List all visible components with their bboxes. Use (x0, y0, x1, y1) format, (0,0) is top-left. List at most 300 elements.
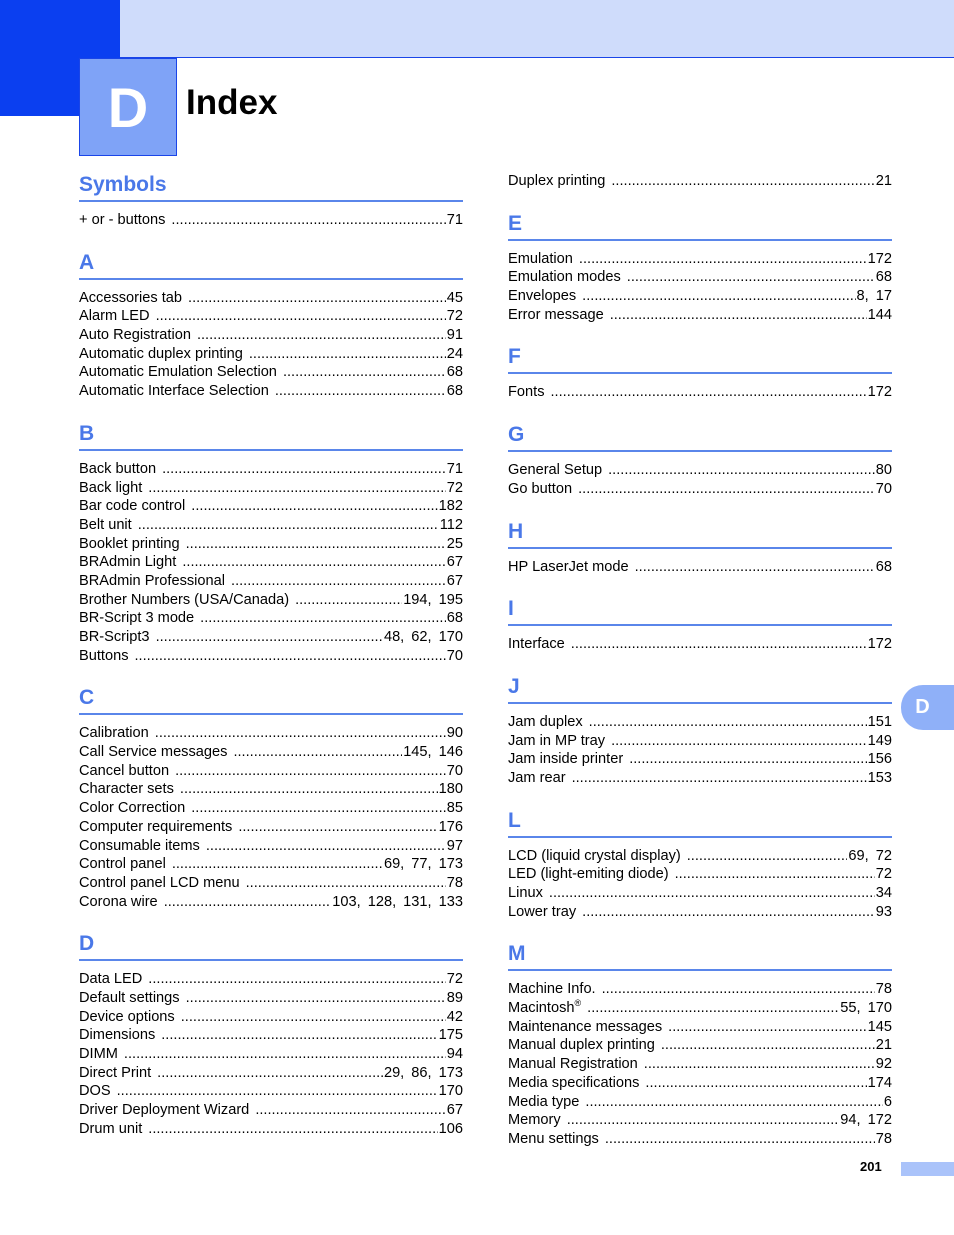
index-entry[interactable] (79, 1045, 463, 1064)
index-entry[interactable] (508, 635, 892, 654)
side-tab-label: D (915, 696, 930, 718)
index-pages[interactable]: 24 (446, 345, 463, 362)
index-entry[interactable] (79, 211, 463, 230)
index-entry[interactable] (79, 460, 463, 479)
index-entry[interactable] (79, 874, 463, 893)
index-term (79, 855, 172, 874)
dot-leader (549, 884, 875, 903)
index-term (79, 535, 186, 554)
index-entry[interactable] (79, 837, 463, 856)
section-gap (79, 230, 463, 248)
index-term (79, 460, 162, 479)
index-entry[interactable] (508, 1130, 892, 1149)
index-pages[interactable]: 172 (867, 636, 892, 653)
index-section-heading: G (508, 420, 892, 452)
page-number: 201 (860, 1159, 882, 1174)
index-term-text: Manual Registration (508, 1056, 638, 1073)
index-pages[interactable]: 72 (875, 866, 892, 883)
index-pages[interactable]: 68 (446, 383, 463, 400)
index-column-left (79, 170, 463, 1138)
dot-leader (249, 345, 446, 364)
dot-leader (233, 743, 402, 762)
index-entry[interactable] (79, 1120, 463, 1139)
index-pages[interactable]: 174 (867, 1074, 892, 1091)
index-term (79, 743, 233, 762)
index-term-text: LCD (liquid crystal display) (508, 847, 681, 864)
index-term-text: Emulation (508, 250, 573, 267)
section-gap (508, 499, 892, 517)
index-term-text: Booklet printing (79, 535, 180, 552)
index-term-text: Data LED (79, 971, 143, 988)
index-term-text: BR-Script3 (79, 629, 150, 645)
index-section-heading: I (508, 594, 892, 626)
dot-leader (611, 732, 867, 751)
index-pages[interactable]: 71 (446, 212, 463, 228)
index-term (79, 497, 191, 516)
index-term (79, 893, 164, 912)
index-section-heading: B (79, 419, 463, 451)
index-term (508, 1130, 605, 1149)
dot-leader (148, 1120, 437, 1139)
index-term (79, 307, 156, 326)
index-entry[interactable] (508, 1074, 892, 1093)
index-entry[interactable] (79, 382, 463, 401)
index-entry[interactable] (79, 1064, 463, 1083)
index-pages[interactable]: 21 (875, 173, 892, 189)
index-section-heading: L (508, 806, 892, 838)
index-entry[interactable] (508, 884, 892, 903)
index-entry[interactable] (79, 628, 463, 647)
index-entry[interactable] (79, 516, 463, 535)
index-pages[interactable]: 78 (875, 981, 892, 998)
index-pages[interactable]: 94, 172 (840, 1112, 892, 1129)
index-pages[interactable]: 156 (867, 751, 892, 768)
index-entry[interactable] (508, 461, 892, 480)
index-term-text: Media type (508, 1093, 580, 1110)
index-section-heading: J (508, 672, 892, 704)
index-entry[interactable] (79, 307, 463, 326)
index-term-text: BRAdmin Light (79, 554, 177, 571)
section-gap (508, 576, 892, 594)
index-pages[interactable]: 69, 77, 173 (383, 856, 463, 873)
index-term-text: General Setup (508, 462, 603, 479)
index-term-text: Automatic Emulation Selection (79, 364, 277, 381)
index-pages[interactable]: 112 (439, 516, 463, 533)
chapter-side-tab[interactable] (901, 685, 954, 730)
index-section-heading: Symbols (79, 170, 463, 202)
index-term-text: Buttons (79, 647, 129, 664)
index-term (79, 1008, 181, 1027)
index-entry[interactable] (79, 799, 463, 818)
index-pages[interactable]: 144 (867, 306, 892, 323)
dot-leader (191, 799, 446, 818)
index-pages[interactable]: 68 (446, 364, 463, 381)
index-entry[interactable] (79, 326, 463, 345)
index-term-text: Emulation modes (508, 269, 621, 286)
dot-leader (172, 855, 383, 874)
index-term-text: BR-Script 3 mode (79, 610, 195, 627)
index-entry[interactable] (508, 306, 892, 325)
section-gap (79, 401, 463, 419)
index-pages[interactable]: 78 (446, 874, 463, 891)
dot-leader (571, 635, 867, 654)
index-term (79, 837, 206, 856)
index-entry[interactable] (79, 1026, 463, 1045)
index-pages[interactable]: 70 (446, 647, 463, 664)
index-column-right (508, 172, 892, 1149)
index-pages[interactable]: 70 (446, 762, 463, 779)
index-entry[interactable] (79, 989, 463, 1008)
section-gap (508, 402, 892, 420)
index-pages[interactable]: 194, 195 (403, 591, 463, 608)
index-entry[interactable] (79, 1008, 463, 1027)
index-term (508, 306, 610, 325)
index-pages[interactable]: 68 (875, 269, 892, 286)
index-entry[interactable] (508, 383, 892, 402)
index-entry[interactable] (79, 780, 463, 799)
index-entry[interactable] (508, 980, 892, 999)
index-term (79, 345, 249, 364)
index-term-text: Direct Print (79, 1064, 152, 1081)
index-pages[interactable]: 182 (438, 498, 463, 515)
index-term-text: Driver Deployment Wizard (79, 1102, 250, 1119)
index-term (79, 647, 135, 666)
dot-leader (644, 1055, 875, 1074)
dot-leader (675, 865, 875, 884)
index-pages[interactable]: 34 (875, 885, 892, 901)
index-entry[interactable] (79, 345, 463, 364)
dot-leader (605, 1130, 875, 1149)
index-term (508, 750, 629, 769)
index-entry[interactable] (508, 172, 892, 191)
index-pages[interactable]: 97 (446, 837, 463, 854)
dot-leader (186, 535, 446, 554)
index-term-text: Belt unit (79, 516, 132, 533)
index-pages[interactable]: 93 (875, 903, 892, 920)
index-term-text: Duplex printing (508, 173, 606, 189)
dot-leader (231, 572, 446, 591)
index-term-text: Fonts (508, 384, 545, 401)
dot-leader (171, 211, 445, 230)
index-entry[interactable] (508, 1055, 892, 1074)
index-pages[interactable]: 21 (875, 1037, 892, 1054)
index-pages[interactable]: 89 (446, 989, 463, 1006)
index-entry[interactable] (508, 865, 892, 884)
index-pages[interactable]: 72 (446, 308, 463, 325)
index-term (79, 479, 148, 498)
dot-leader (275, 382, 446, 401)
section-gap (79, 911, 463, 929)
index-entry[interactable] (508, 750, 892, 769)
index-pages[interactable]: 90 (446, 725, 463, 742)
index-entry[interactable] (508, 1018, 892, 1037)
index-term (79, 1045, 124, 1064)
index-entry[interactable] (508, 769, 892, 788)
index-pages[interactable]: 153 (867, 769, 892, 786)
index-pages[interactable]: 149 (867, 732, 892, 749)
section-gap (508, 191, 892, 209)
index-term (79, 1101, 255, 1120)
index-entry[interactable] (79, 647, 463, 666)
index-pages[interactable]: 72 (446, 971, 463, 988)
index-term (508, 1074, 645, 1093)
index-term-text: Cancel button (79, 762, 170, 779)
index-section-heading: D (79, 929, 463, 961)
dot-leader (191, 497, 437, 516)
index-term-text: Go button (508, 480, 573, 497)
index-pages[interactable]: 94 (446, 1046, 463, 1062)
section-gap (508, 788, 892, 806)
index-entry[interactable] (508, 1036, 892, 1055)
dot-leader (608, 461, 875, 480)
index-term-text: Linux (508, 885, 543, 901)
registered-mark: ® (574, 998, 582, 1009)
index-pages[interactable]: 170 (438, 1083, 463, 1100)
index-term (79, 762, 175, 781)
index-entry[interactable] (508, 999, 892, 1018)
index-term (508, 884, 549, 903)
dot-leader (587, 999, 839, 1018)
index-term-text: Accessories tab (79, 289, 183, 306)
index-pages[interactable]: 42 (446, 1008, 463, 1025)
dot-leader (148, 479, 445, 498)
index-entry[interactable] (79, 855, 463, 874)
index-entry[interactable] (79, 609, 463, 628)
index-term-text: Lower tray (508, 903, 577, 920)
index-entry[interactable] (508, 713, 892, 732)
index-term (79, 780, 180, 799)
index-term (79, 1064, 157, 1083)
dot-leader (567, 1111, 840, 1130)
index-entry[interactable] (508, 903, 892, 922)
index-term-text: Auto Registration (79, 327, 191, 344)
index-entry[interactable] (79, 497, 463, 516)
index-term (79, 874, 246, 893)
index-pages[interactable]: 67 (446, 554, 463, 571)
index-term-text: Media specifications (508, 1074, 640, 1091)
index-pages[interactable]: 176 (438, 818, 463, 835)
index-term (79, 382, 275, 401)
index-entry[interactable] (79, 970, 463, 989)
index-term (79, 289, 188, 308)
dot-leader (117, 1082, 438, 1101)
index-term-text: + or - buttons (79, 212, 166, 228)
index-pages[interactable]: 55, 170 (840, 1000, 892, 1017)
index-entry[interactable] (79, 724, 463, 743)
index-term (79, 211, 171, 230)
index-pages[interactable]: 70 (875, 480, 892, 497)
index-pages[interactable]: 68 (875, 558, 892, 575)
dot-leader (627, 268, 875, 287)
index-pages[interactable]: 45 (446, 289, 463, 306)
index-pages[interactable]: 85 (446, 800, 463, 817)
index-entry[interactable] (508, 1093, 892, 1112)
index-term (79, 572, 231, 591)
index-term (79, 724, 155, 743)
index-section-heading: F (508, 342, 892, 374)
index-term (508, 769, 572, 788)
index-pages[interactable]: 6 (883, 1093, 892, 1110)
index-entry[interactable] (508, 1111, 892, 1130)
index-pages[interactable]: 78 (875, 1130, 892, 1147)
index-term (508, 903, 582, 922)
index-pages[interactable]: 172 (867, 250, 892, 267)
index-term (508, 847, 687, 866)
index-entry[interactable] (79, 572, 463, 591)
index-term (79, 516, 138, 535)
index-term (508, 865, 675, 884)
index-term-text: Error message (508, 306, 604, 323)
index-pages[interactable]: 106 (438, 1120, 463, 1137)
index-entry[interactable] (79, 591, 463, 610)
index-term-text: Default settings (79, 989, 180, 1006)
dot-leader (148, 970, 445, 989)
index-term-text: Memory (508, 1112, 561, 1129)
index-term-text: Back button (79, 460, 157, 477)
index-term (508, 1111, 567, 1130)
index-pages[interactable]: 80 (875, 462, 892, 479)
dot-leader (582, 287, 855, 306)
index-entry[interactable] (79, 1101, 463, 1120)
index-term (79, 818, 238, 837)
index-term-text: Character sets (79, 781, 174, 798)
index-entry[interactable] (508, 480, 892, 499)
index-pages[interactable]: 145 (867, 1018, 892, 1035)
dot-leader (135, 647, 446, 666)
index-term (79, 1026, 161, 1045)
dot-leader (255, 1101, 445, 1120)
index-pages[interactable]: 151 (867, 713, 892, 730)
index-term (508, 250, 579, 269)
index-entry[interactable] (79, 535, 463, 554)
index-term-text: Bar code control (79, 498, 186, 515)
index-entry[interactable] (79, 289, 463, 308)
index-pages[interactable]: 67 (446, 1102, 463, 1119)
index-term (508, 1055, 644, 1074)
index-entry[interactable] (79, 363, 463, 382)
index-pages[interactable]: 92 (875, 1056, 892, 1073)
index-pages[interactable]: 180 (438, 781, 463, 798)
index-entry[interactable] (508, 287, 892, 306)
index-term (79, 609, 200, 628)
page-number-bar (901, 1162, 954, 1176)
section-gap (508, 324, 892, 342)
dot-leader (579, 250, 867, 269)
index-term (79, 363, 283, 382)
index-pages[interactable]: 103, 128, 131, 133 (332, 893, 463, 910)
index-pages[interactable]: 145, 146 (403, 744, 463, 761)
index-term-text: Dimensions (79, 1027, 156, 1044)
index-term-text: Control panel (79, 856, 166, 873)
index-entry[interactable] (79, 1082, 463, 1101)
index-term (508, 1093, 585, 1112)
index-term (508, 999, 587, 1018)
index-term-text: Maintenance messages (508, 1018, 663, 1035)
index-pages[interactable]: 68 (446, 610, 463, 627)
index-entry[interactable] (79, 479, 463, 498)
dot-leader (661, 1036, 875, 1055)
index-pages[interactable]: 25 (446, 535, 463, 552)
dot-leader (645, 1074, 866, 1093)
dot-leader (585, 1093, 882, 1112)
index-term-text: HP LaserJet mode (508, 558, 629, 575)
dot-leader (572, 769, 867, 788)
index-pages[interactable]: 172 (867, 384, 892, 401)
index-term (508, 480, 578, 499)
index-term-text: DIMM (79, 1046, 118, 1062)
index-pages[interactable]: 48, 62, 170 (383, 629, 463, 645)
index-term-text: Jam rear (508, 769, 566, 786)
index-term (508, 461, 608, 480)
index-pages[interactable]: 72 (446, 479, 463, 496)
index-pages[interactable]: 29, 86, 173 (383, 1064, 463, 1081)
dot-leader (155, 724, 446, 743)
section-gap (508, 921, 892, 939)
index-entry[interactable] (79, 743, 463, 762)
dot-leader (206, 837, 446, 856)
index-term (508, 980, 602, 999)
index-term (508, 268, 627, 287)
index-entry[interactable] (508, 268, 892, 287)
dot-leader (156, 307, 446, 326)
index-entry[interactable] (508, 558, 892, 577)
index-term (508, 732, 611, 751)
index-term-text: Color Correction (79, 800, 186, 817)
index-entry[interactable] (79, 893, 463, 912)
dot-leader (283, 363, 446, 382)
index-term (508, 383, 551, 402)
index-term (508, 287, 582, 306)
index-pages[interactable]: 91 (446, 327, 463, 344)
index-entry[interactable] (508, 847, 892, 866)
index-term (79, 970, 148, 989)
index-term-text: Device options (79, 1008, 175, 1025)
dot-leader (246, 874, 446, 893)
index-term (508, 635, 571, 654)
index-term-text: Automatic Interface Selection (79, 383, 269, 400)
chapter-letter-box (79, 58, 177, 156)
index-term (79, 1082, 117, 1101)
index-term-text: Control panel LCD menu (79, 874, 240, 891)
dot-leader (687, 847, 848, 866)
index-section-heading: M (508, 939, 892, 971)
index-term-text: Alarm LED (79, 308, 150, 325)
index-entry[interactable] (79, 818, 463, 837)
index-entry[interactable] (79, 553, 463, 572)
index-term-text: Manual duplex printing (508, 1037, 655, 1054)
dot-leader (188, 289, 446, 308)
index-term-text: Calibration (79, 725, 149, 742)
index-entry[interactable] (508, 250, 892, 269)
index-pages[interactable]: 67 (446, 572, 463, 589)
index-term-text: Interface (508, 636, 565, 653)
index-term (79, 799, 191, 818)
index-pages[interactable]: 69, 72 (848, 847, 892, 864)
index-entry[interactable] (79, 762, 463, 781)
dot-leader (181, 1008, 446, 1027)
dot-leader (610, 306, 867, 325)
dot-leader (200, 609, 446, 628)
index-entry[interactable] (508, 732, 892, 751)
index-pages[interactable]: 71 (446, 460, 463, 477)
index-pages[interactable]: 175 (438, 1027, 463, 1044)
dot-leader (238, 818, 437, 837)
dot-leader (164, 893, 332, 912)
index-term (79, 326, 197, 345)
index-pages[interactable]: 8, 17 (856, 288, 892, 305)
index-section-heading: C (79, 683, 463, 715)
dot-leader (182, 553, 445, 572)
